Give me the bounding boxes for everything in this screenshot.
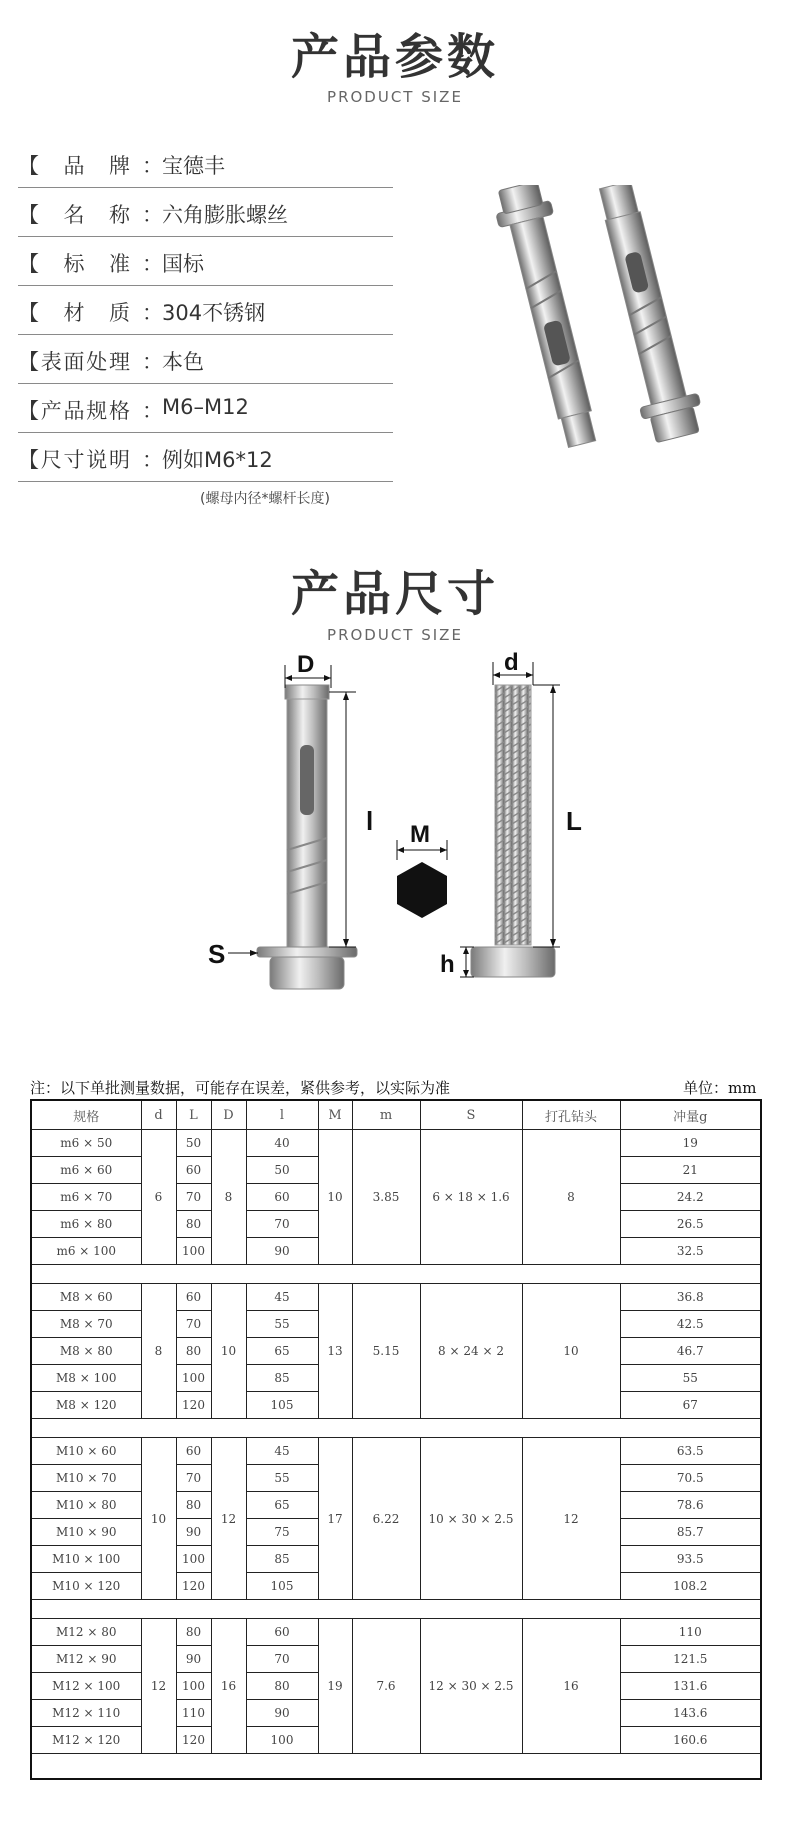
cell-M: 13	[318, 1284, 352, 1419]
param-note: (螺母内径*螺杆长度)	[200, 491, 330, 507]
cell-L: 80	[176, 1492, 211, 1519]
cell-L: 60	[176, 1284, 211, 1311]
cell-weight: 70.5	[620, 1465, 761, 1492]
cell-drill: 10	[522, 1284, 620, 1419]
table-spacer-row	[31, 1754, 761, 1780]
param-bracket: 【	[18, 301, 39, 325]
cell-d: 6	[141, 1130, 176, 1265]
cell-l: 70	[246, 1211, 318, 1238]
param-bracket: 【	[18, 350, 39, 374]
cell-spec: M8 × 60	[31, 1284, 141, 1311]
cell-l: 65	[246, 1492, 318, 1519]
param-label-char: 标	[63, 252, 85, 276]
cell-weight: 55	[620, 1365, 761, 1392]
param-label-char: 明	[109, 448, 130, 472]
cell-l: 60	[246, 1184, 318, 1211]
cell-weight: 93.5	[620, 1546, 761, 1573]
cell-M: 17	[318, 1438, 352, 1600]
cell-weight: 32.5	[620, 1238, 761, 1265]
cell-D: 12	[211, 1438, 246, 1600]
table-spacer-cell	[31, 1754, 761, 1780]
table-spacer-cell	[31, 1265, 761, 1284]
table-header-cell: L	[176, 1100, 211, 1130]
cell-spec: m6 × 50	[31, 1130, 141, 1157]
param-label	[18, 150, 130, 180]
cell-spec: M10 × 120	[31, 1573, 141, 1600]
param-label	[18, 297, 130, 327]
param-bracket: 【	[18, 203, 39, 227]
param-label-char: 规	[86, 399, 108, 423]
table-spacer-row	[31, 1600, 761, 1619]
product-photo	[455, 185, 745, 485]
cell-spec: M10 × 100	[31, 1546, 141, 1573]
cell-l: 45	[246, 1284, 318, 1311]
cell-l: 60	[246, 1619, 318, 1646]
cell-m: 6.22	[352, 1438, 420, 1600]
param-bracket: 【	[18, 448, 39, 472]
threaded-bolt-drawing	[471, 685, 555, 977]
sleeve-anchor-drawing	[257, 685, 357, 989]
cell-d: 10	[141, 1438, 176, 1600]
param-row	[18, 432, 393, 482]
cell-drill: 16	[522, 1619, 620, 1754]
cell-spec: M12 × 120	[31, 1727, 141, 1754]
cell-l: 90	[246, 1700, 318, 1727]
table-spacer-row	[31, 1419, 761, 1438]
cell-l: 65	[246, 1338, 318, 1365]
table-disclaimer: 注：以下单批测量数据，可能存在误差，紧供参考，以实际为准	[30, 1079, 451, 1097]
param-row	[18, 187, 393, 237]
cell-l: 100	[246, 1727, 318, 1754]
param-label	[18, 248, 130, 278]
param-row	[18, 138, 393, 188]
cell-weight: 42.5	[620, 1311, 761, 1338]
param-label-char: 尺	[40, 448, 62, 472]
cell-m: 7.6	[352, 1619, 420, 1754]
param-separator: ：	[142, 301, 163, 325]
cell-D: 8	[211, 1130, 246, 1265]
cell-spec: m6 × 80	[31, 1211, 141, 1238]
cell-S: 6 × 18 × 1.6	[420, 1130, 522, 1265]
cell-L: 90	[176, 1646, 211, 1673]
cell-spec: m6 × 60	[31, 1157, 141, 1184]
table-row	[31, 1619, 761, 1646]
cell-m: 5.15	[352, 1284, 420, 1419]
cell-spec: M8 × 100	[31, 1365, 141, 1392]
cell-l: 40	[246, 1130, 318, 1157]
param-label	[18, 346, 130, 376]
table-header-cell: m	[352, 1100, 420, 1130]
cell-weight: 143.6	[620, 1700, 761, 1727]
cell-D: 16	[211, 1619, 246, 1754]
cell-l: 105	[246, 1573, 318, 1600]
cell-weight: 85.7	[620, 1519, 761, 1546]
cell-l: 80	[246, 1673, 318, 1700]
label-L: L	[566, 806, 582, 836]
cell-l: 45	[246, 1438, 318, 1465]
size-section-subtitle: PRODUCT SIZE	[327, 626, 463, 644]
param-label-char: 质	[109, 301, 130, 325]
cell-m: 3.85	[352, 1130, 420, 1265]
cell-M: 19	[318, 1619, 352, 1754]
cell-L: 110	[176, 1700, 211, 1727]
cell-l: 50	[246, 1157, 318, 1184]
param-label-char: 品	[63, 154, 85, 178]
param-label-char: 格	[109, 399, 130, 423]
cell-d: 12	[141, 1619, 176, 1754]
param-label-char: 说	[86, 448, 108, 472]
cell-L: 100	[176, 1673, 211, 1700]
table-header-cell: l	[246, 1100, 318, 1130]
table-row	[31, 1284, 761, 1311]
table-spacer-row	[31, 1265, 761, 1284]
cell-S: 10 × 30 × 2.5	[420, 1438, 522, 1600]
param-separator: ：	[142, 252, 163, 276]
param-label	[18, 444, 130, 474]
table-unit: 单位：mm	[683, 1079, 757, 1097]
param-label-char: 处	[86, 350, 108, 374]
table-header-row	[31, 1100, 761, 1130]
cell-l: 55	[246, 1465, 318, 1492]
cell-L: 50	[176, 1130, 211, 1157]
cell-S: 12 × 30 × 2.5	[420, 1619, 522, 1754]
cell-L: 60	[176, 1438, 211, 1465]
cell-L: 60	[176, 1157, 211, 1184]
cell-weight: 160.6	[620, 1727, 761, 1754]
cell-weight: 24.2	[620, 1184, 761, 1211]
cell-L: 120	[176, 1392, 211, 1419]
param-separator: ：	[142, 350, 163, 374]
cell-spec: M12 × 80	[31, 1619, 141, 1646]
cell-spec: M12 × 90	[31, 1646, 141, 1673]
cell-D: 10	[211, 1284, 246, 1419]
cell-weight: 26.5	[620, 1211, 761, 1238]
table-row	[31, 1130, 761, 1157]
param-bracket: 【	[18, 252, 39, 276]
param-label-char: 理	[109, 350, 130, 374]
table-header-cell: d	[141, 1100, 176, 1130]
param-separator: ：	[142, 448, 163, 472]
table-header-cell: M	[318, 1100, 352, 1130]
cell-spec: M10 × 90	[31, 1519, 141, 1546]
cell-L: 100	[176, 1238, 211, 1265]
cell-spec: M10 × 80	[31, 1492, 141, 1519]
param-value: 宝德丰	[162, 154, 225, 178]
cell-spec: M12 × 110	[31, 1700, 141, 1727]
table-header-cell: 打孔钻头	[522, 1100, 620, 1130]
cell-spec: M8 × 120	[31, 1392, 141, 1419]
label-d: d	[504, 650, 519, 676]
cell-L: 70	[176, 1184, 211, 1211]
cell-L: 120	[176, 1727, 211, 1754]
cell-spec: M10 × 60	[31, 1438, 141, 1465]
cell-weight: 19	[620, 1130, 761, 1157]
cell-S: 8 × 24 × 2	[420, 1284, 522, 1419]
params-section-title: 产品参数	[290, 29, 499, 85]
dimension-diagram	[0, 650, 790, 1010]
cell-L: 120	[176, 1573, 211, 1600]
param-label	[18, 395, 130, 425]
param-label-char: 牌	[109, 154, 130, 178]
table-header-cell: D	[211, 1100, 246, 1130]
param-label-char: 名	[63, 203, 85, 227]
cell-drill: 8	[522, 1130, 620, 1265]
label-l: l	[366, 806, 374, 836]
cell-spec: m6 × 100	[31, 1238, 141, 1265]
param-row	[18, 236, 393, 286]
param-separator: ：	[142, 399, 163, 423]
cell-L: 100	[176, 1546, 211, 1573]
param-value: M6–M12	[162, 395, 249, 419]
table-row	[31, 1438, 761, 1465]
param-row	[18, 285, 393, 335]
size-section-title: 产品尺寸	[290, 566, 499, 622]
param-bracket: 【	[18, 154, 39, 178]
table-spacer-cell	[31, 1600, 761, 1619]
param-label	[18, 199, 130, 229]
cell-L: 80	[176, 1619, 211, 1646]
cell-weight: 131.6	[620, 1673, 761, 1700]
param-value: 304不锈钢	[162, 301, 266, 325]
param-label-char: 准	[109, 252, 130, 276]
cell-weight: 67	[620, 1392, 761, 1419]
cell-spec: M8 × 80	[31, 1338, 141, 1365]
table-spacer-cell	[31, 1419, 761, 1438]
cell-l: 90	[246, 1238, 318, 1265]
param-value: 国标	[162, 252, 204, 276]
param-bracket: 【	[18, 399, 39, 423]
cell-L: 80	[176, 1338, 211, 1365]
cell-l: 105	[246, 1392, 318, 1419]
param-label-char: 寸	[63, 448, 85, 472]
table-header-cell: 规格	[31, 1100, 141, 1130]
param-value: 本色	[162, 350, 204, 374]
cell-spec: M12 × 100	[31, 1673, 141, 1700]
cell-L: 90	[176, 1519, 211, 1546]
cell-l: 85	[246, 1365, 318, 1392]
label-S: S	[208, 939, 226, 969]
cell-weight: 21	[620, 1157, 761, 1184]
cell-L: 100	[176, 1365, 211, 1392]
param-label-char: 面	[63, 350, 85, 374]
spec-table	[30, 1099, 762, 1780]
cell-weight: 63.5	[620, 1438, 761, 1465]
cell-weight: 110	[620, 1619, 761, 1646]
cell-spec: M10 × 70	[31, 1465, 141, 1492]
hex-nut-icon	[397, 862, 447, 918]
cell-weight: 46.7	[620, 1338, 761, 1365]
cell-spec: m6 × 70	[31, 1184, 141, 1211]
param-label-char: 表	[40, 350, 62, 374]
cell-spec: M8 × 70	[31, 1311, 141, 1338]
param-separator: ：	[142, 203, 163, 227]
params-section-subtitle: PRODUCT SIZE	[327, 88, 463, 106]
param-label-char: 称	[109, 203, 130, 227]
cell-l: 70	[246, 1646, 318, 1673]
cell-l: 85	[246, 1546, 318, 1573]
cell-d: 8	[141, 1284, 176, 1419]
param-row	[18, 334, 393, 384]
param-row	[18, 383, 393, 433]
label-D: D	[297, 651, 315, 678]
cell-weight: 108.2	[620, 1573, 761, 1600]
cell-l: 75	[246, 1519, 318, 1546]
param-value: 六角膨胀螺丝	[162, 203, 288, 227]
param-label-char: 材	[63, 301, 85, 325]
cell-weight: 78.6	[620, 1492, 761, 1519]
param-value: 例如M6*12	[162, 448, 273, 472]
param-label-char: 品	[63, 399, 85, 423]
param-label-char: 产	[40, 399, 62, 423]
cell-drill: 12	[522, 1438, 620, 1600]
label-h: h	[440, 951, 455, 978]
cell-weight: 36.8	[620, 1284, 761, 1311]
table-header-cell: S	[420, 1100, 522, 1130]
cell-weight: 121.5	[620, 1646, 761, 1673]
cell-L: 70	[176, 1465, 211, 1492]
cell-M: 10	[318, 1130, 352, 1265]
table-header-cell: 冲量g	[620, 1100, 761, 1130]
label-M: M	[410, 821, 430, 848]
cell-L: 70	[176, 1311, 211, 1338]
cell-l: 55	[246, 1311, 318, 1338]
param-separator: ：	[142, 154, 163, 178]
cell-L: 80	[176, 1211, 211, 1238]
